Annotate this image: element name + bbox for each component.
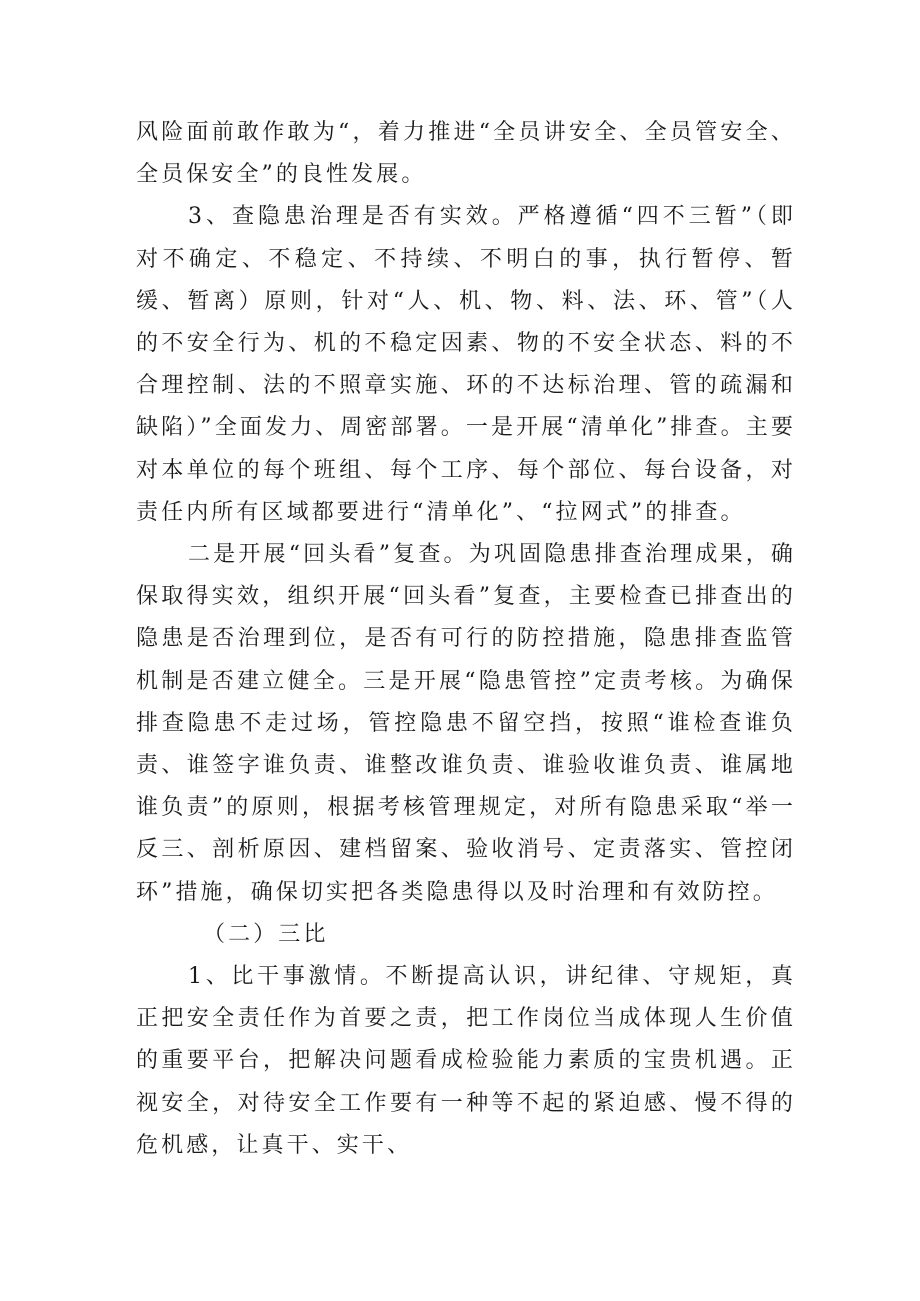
- section-heading-three-comparisons: （二）三比: [203, 921, 329, 947]
- paragraph-hidden-danger-check: 3、查隐患治理是否有实效。严格遵循“四不三暂”（即对不确定、不稳定、不持续、不明白的事，执行暂停、暂缓、暂离）原则，针对“人、机、物、料、法、环、管”（人的不安全行为、机的不稳定因素、物的不安全状态、料的不合理控制、法的不照章实施、环的不达标治理、管的疏漏和缺陷）”全面发力、周密部署。一是开展“清单化”排查。主要对本单位的每个班组、每个工序、每个部位、每台设备，对责任内所有区域都要进行“清单化”、“拉网式”的排查。: [136, 204, 796, 525]
- paragraph-review-recheck: 二是开展“回头看”复查。为巩固隐患排查治理成果，确保取得实效，组织开展“回头看”复查，主要检查已排查出的隐患是否治理到位，是否有可行的防控措施，隐患排查监管机制是否建立健全。三是开展“隐患管控”定责考核。为确保排查隐患不走过场，管控隐患不留空挡，按照“谁检查谁负责、谁签字谁负责、谁整改谁负责、谁验收谁负责、谁属地谁负责”的原则，根据考核管理规定，对所有隐患采取“举一反三、剖析原因、建档留案、验收消号、定责落实、管控闭环”措施，确保切实把各类隐患得以及时治理和有效防控。: [136, 542, 796, 905]
- paragraph-work-passion: 1、比干事激情。不断提高认识，讲纪律、守规矩，真正把安全责任作为首要之责，把工作岗位当成体现人生价值的重要平台，把解决问题看成检验能力素质的宝贵机遇。正视安全，对待安全工作要有一种等不起的紧迫感、慢不得的危机感，让真干、实干、: [136, 964, 796, 1158]
- paragraph-continuation: 风险面前敢作敢为“，着力推进“全员讲安全、全员管安全、全员保安全”的良性发展。: [136, 120, 796, 188]
- document-body: [136, 112, 796, 1167]
